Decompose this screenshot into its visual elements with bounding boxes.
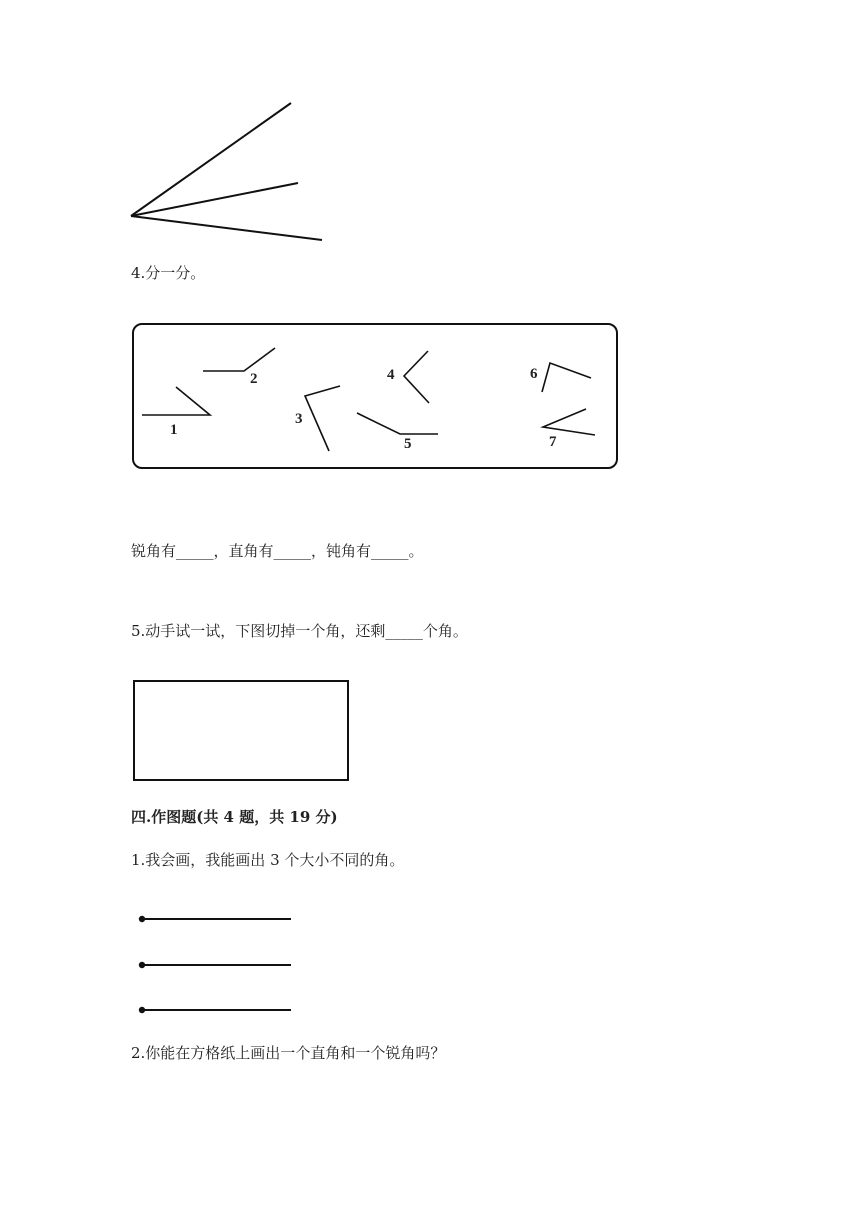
angle-6 (542, 363, 591, 392)
angles-box (133, 324, 617, 468)
ray-guides (142, 919, 291, 1010)
angle-label-5: 5 (404, 436, 412, 452)
section4-q1: 1.我会画，我能画出 3 个大小不同的角。 (131, 851, 405, 869)
three-ray-angle-figure (131, 103, 322, 240)
angle-3 (305, 386, 340, 451)
angle-4 (404, 351, 429, 403)
section-heading: 四.作图题(共 4 题，共 19 分) (131, 808, 338, 826)
ray-top (131, 103, 291, 216)
section4-q2: 2.你能在方格纸上画出一个直角和一个锐角吗？ (131, 1044, 446, 1062)
guide-ray-3-endpoint (139, 1007, 145, 1013)
angle-1 (142, 387, 210, 415)
rectangle-figure (134, 681, 348, 780)
angle-label-4: 4 (387, 367, 395, 383)
q5-title: 5.动手试一试，下图切掉一个角，还剩_____个角。 (131, 622, 468, 640)
angle-label-2: 2 (250, 371, 258, 387)
guide-ray-2-endpoint (139, 962, 145, 968)
guide-ray-1-endpoint (139, 916, 145, 922)
angle-label-7: 7 (549, 434, 557, 450)
q4-title: 4.分一分。 (131, 264, 206, 282)
angle-label-3: 3 (295, 411, 303, 427)
q4-answer-line: 锐角有_____，直角有_____，钝角有_____。 (131, 542, 424, 560)
angle-label-6: 6 (530, 366, 538, 382)
angle-5 (357, 413, 438, 434)
ray-bottom (131, 216, 322, 240)
angle-2 (203, 348, 275, 371)
angle-7 (543, 409, 595, 435)
angle-label-1: 1 (170, 422, 178, 438)
